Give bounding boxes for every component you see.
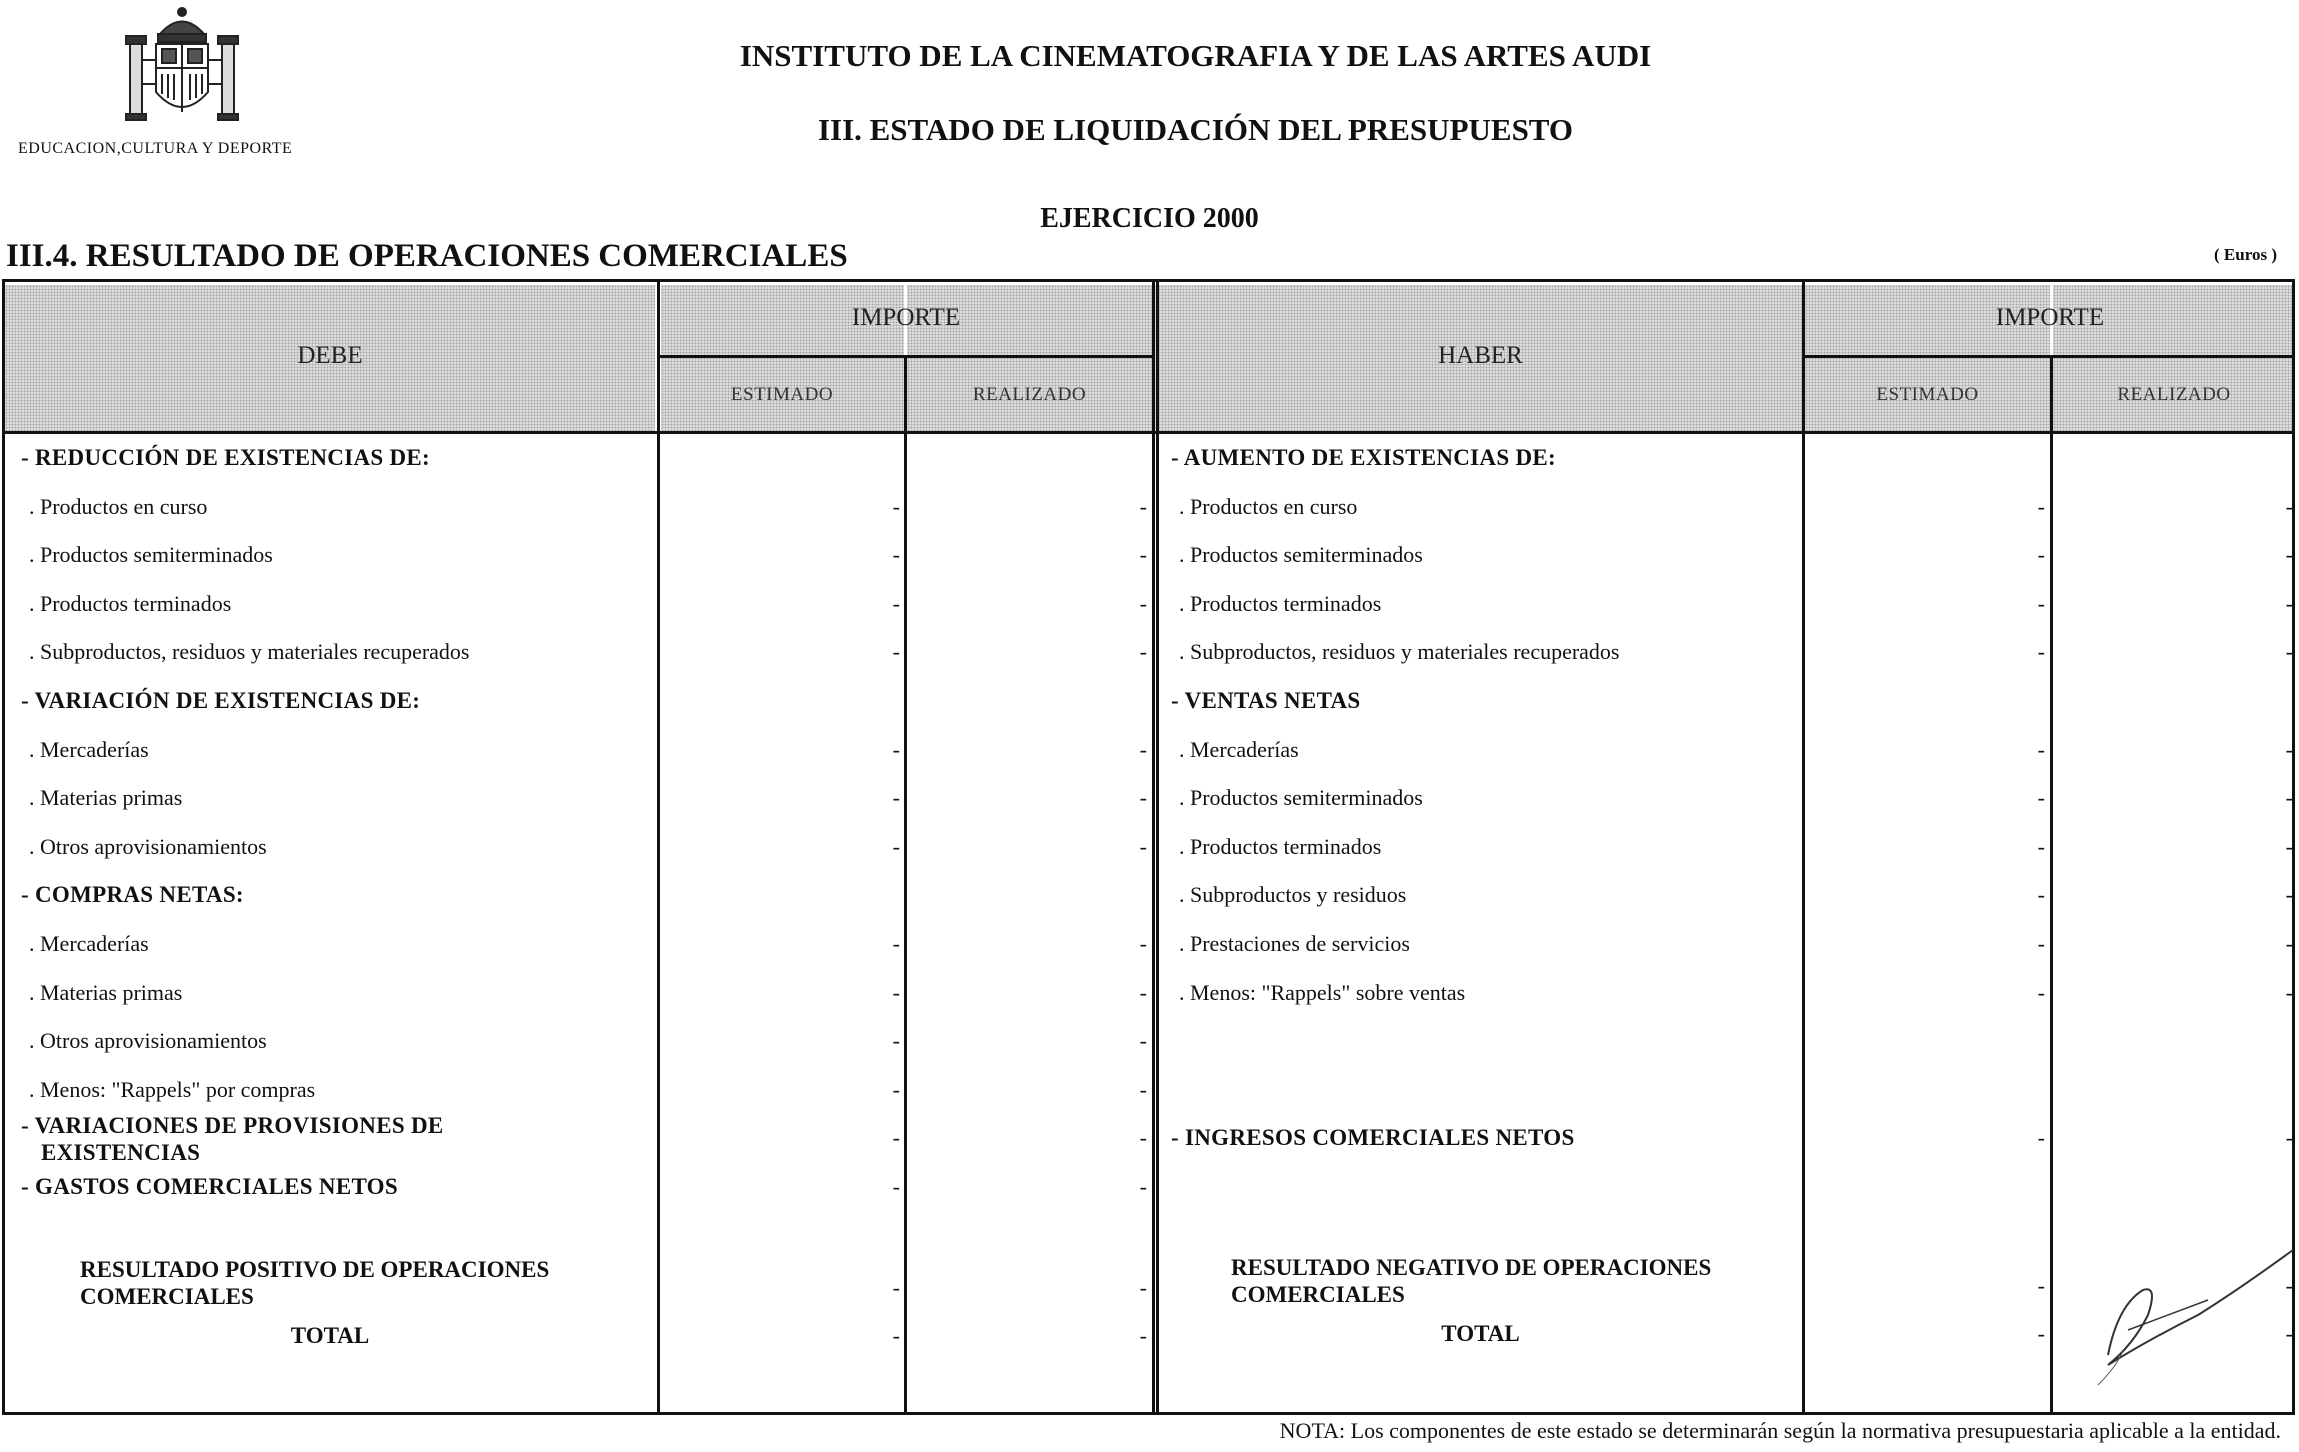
debe-total-label: TOTAL	[290, 1323, 370, 1348]
haber-row-realizado: -	[2285, 833, 2293, 859]
debe-row-estimado: -	[892, 979, 900, 1005]
debe-row-label: . Otros aprovisionamientos	[29, 833, 267, 859]
fiscal-year: EJERCICIO 2000	[1040, 203, 1259, 234]
debe-row-label: . Otros aprovisionamientos	[29, 1028, 267, 1054]
debe-row-label: - VARIACIONES DE PROVISIONES DE	[21, 1113, 444, 1139]
debe-row-realizado: -	[1139, 1076, 1147, 1102]
haber-row-estimado: -	[2037, 493, 2045, 519]
haber-row-label: . Productos terminados	[1179, 590, 1382, 616]
divider	[657, 282, 660, 1412]
haber-row-estimado: -	[2037, 736, 2045, 762]
debe-row-label-cont: EXISTENCIAS	[41, 1140, 201, 1166]
debe-row-realizado: -	[1139, 639, 1147, 665]
haber-row-label: . Productos en curso	[1179, 493, 1358, 519]
debe-row-estimado: -	[892, 833, 900, 859]
results-table	[2, 279, 2295, 1415]
haber-row-realizado: -	[2285, 931, 2293, 956]
divider	[1802, 282, 1805, 1412]
footnote: NOTA: Los componentes de este estado se determinarán según la normativa presupuestaria aplicable a la entidad.	[1279, 1418, 2281, 1443]
divider	[1152, 282, 1155, 1412]
debe-row-estimado: -	[892, 542, 900, 568]
debe-row-label: . Subproductos, residuos y materiales recuperados	[29, 639, 470, 665]
haber-row-label: . Productos terminados	[1179, 833, 1382, 859]
debe-result-line2: COMERCIALES	[80, 1284, 254, 1309]
currency-units: ( Euros )	[2214, 245, 2277, 264]
haber-estimado-header: ESTIMADO	[1876, 384, 1979, 405]
debe-row-estimado: -	[892, 736, 900, 762]
section-title: III.4. RESULTADO DE OPERACIONES COMERCIALES	[6, 238, 848, 274]
debe-row-realizado: -	[1139, 736, 1147, 762]
divider	[1156, 282, 1159, 1412]
debe-row-estimado: -	[892, 1028, 900, 1054]
haber-row-label: . Productos semiterminados	[1179, 542, 1423, 568]
debe-row-label: . Productos en curso	[29, 493, 208, 519]
debe-row-estimado: -	[892, 785, 900, 811]
debe-row-realizado: -	[1139, 493, 1147, 519]
divider	[2050, 356, 2053, 1412]
divider	[1802, 355, 2295, 358]
haber-row-label: - AUMENTO DE EXISTENCIAS DE:	[1171, 445, 1556, 470]
debe-row-estimado: -	[892, 931, 900, 956]
institute-title: INSTITUTO DE LA CINEMATOGRAFIA Y DE LAS ARTES AUDI	[739, 38, 1652, 73]
haber-result-realizado: -	[2285, 1273, 2293, 1298]
haber-result-estimado: -	[2037, 1273, 2045, 1298]
haber-row-realizado: -	[2285, 979, 2293, 1005]
debe-row-label: . Productos semiterminados	[29, 542, 273, 568]
divider	[5, 431, 2295, 434]
haber-row-label: . Prestaciones de servicios	[1179, 931, 1410, 956]
haber-row-estimado: -	[2037, 639, 2045, 665]
debe-realizado-header: REALIZADO	[972, 384, 1087, 405]
haber-realizado-header: REALIZADO	[2117, 384, 2231, 405]
haber-row-estimado: -	[2037, 785, 2045, 811]
divider	[904, 356, 907, 1412]
debe-row-realizado: -	[1139, 931, 1147, 956]
haber-row-label: . Subproductos y residuos	[1179, 882, 1407, 908]
haber-column-header: HABER	[1438, 342, 1523, 369]
haber-row-estimado: -	[2037, 833, 2045, 859]
debe-result-realizado: -	[1139, 1275, 1147, 1300]
debe-row-estimado: -	[892, 590, 900, 616]
haber-row-realizado: -	[2285, 542, 2293, 568]
haber-row-label: - INGRESOS COMERCIALES NETOS	[1171, 1125, 1575, 1151]
debe-row-realizado: -	[1139, 1125, 1147, 1151]
debe-row-label: . Menos: "Rappels" por compras	[29, 1076, 316, 1102]
debe-row-label: . Mercaderías	[29, 931, 149, 956]
debe-importe-label: IMPORTE	[851, 304, 961, 331]
haber-result-line2: COMERCIALES	[1231, 1282, 1405, 1307]
haber-row-label: . Subproductos, residuos y materiales recuperados	[1179, 639, 1620, 665]
haber-row-label: . Mercaderías	[1179, 736, 1299, 762]
haber-result-line1: RESULTADO NEGATIVO DE OPERACIONES	[1231, 1255, 1712, 1280]
debe-row-estimado: -	[892, 639, 900, 665]
haber-row-realizado: -	[2285, 590, 2293, 616]
divider	[657, 355, 1155, 358]
debe-column-header: DEBE	[297, 342, 363, 369]
debe-row-realizado: -	[1139, 590, 1147, 616]
debe-row-realizado: -	[1139, 542, 1147, 568]
haber-row-realizado: -	[2285, 736, 2293, 762]
debe-row-label: . Productos terminados	[29, 590, 232, 616]
debe-row-estimado: -	[892, 1174, 900, 1199]
debe-row-label: . Materias primas	[29, 785, 183, 811]
haber-row-realizado: -	[2285, 1125, 2293, 1151]
debe-row-estimado: -	[892, 1076, 900, 1102]
haber-row-estimado: -	[2037, 1125, 2045, 1151]
debe-row-realizado: -	[1139, 979, 1147, 1005]
debe-row-realizado: -	[1139, 1174, 1147, 1199]
haber-row-label: . Menos: "Rappels" sobre ventas	[1179, 979, 1466, 1005]
haber-row-realizado: -	[2285, 493, 2293, 519]
debe-row-realizado: -	[1139, 833, 1147, 859]
debe-row-realizado: -	[1139, 785, 1147, 811]
statement-title: III. ESTADO DE LIQUIDACIÓN DEL PRESUPUESTO	[817, 112, 1574, 147]
haber-row-label: . Productos semiterminados	[1179, 785, 1423, 811]
haber-row-realizado: -	[2285, 785, 2293, 811]
haber-total-realizado: -	[2285, 1321, 2293, 1346]
haber-row-label: - VENTAS NETAS	[1171, 688, 1361, 713]
haber-total-label: TOTAL	[1441, 1321, 1520, 1346]
debe-row-label: - COMPRAS NETAS:	[21, 882, 244, 908]
debe-estimado-header: ESTIMADO	[730, 384, 834, 405]
debe-row-label: . Materias primas	[29, 979, 183, 1005]
debe-row-label: - VARIACIÓN DE EXISTENCIAS DE:	[21, 688, 421, 713]
debe-result-line1: RESULTADO POSITIVO DE OPERACIONES	[80, 1257, 550, 1282]
haber-row-estimado: -	[2037, 979, 2045, 1005]
haber-importe-label: IMPORTE	[1995, 304, 2105, 331]
haber-total-estimado: -	[2037, 1321, 2045, 1346]
debe-row-realizado: -	[1139, 1028, 1147, 1054]
ministry-name: EDUCACION,CULTURA Y DEPORTE	[18, 140, 293, 157]
haber-row-realizado: -	[2285, 882, 2293, 908]
debe-result-estimado: -	[892, 1275, 900, 1300]
debe-total-estimado: -	[892, 1323, 900, 1348]
haber-row-estimado: -	[2037, 590, 2045, 616]
haber-row-estimado: -	[2037, 542, 2045, 568]
debe-row-label: . Mercaderías	[29, 736, 149, 762]
debe-total-realizado: -	[1139, 1323, 1147, 1348]
debe-row-estimado: -	[892, 1125, 900, 1151]
haber-row-estimado: -	[2037, 931, 2045, 956]
haber-row-estimado: -	[2037, 882, 2045, 908]
handwritten-signature	[2088, 1245, 2298, 1395]
debe-row-label: - GASTOS COMERCIALES NETOS	[21, 1174, 398, 1199]
debe-row-estimado: -	[892, 493, 900, 519]
debe-row-label: - REDUCCIÓN DE EXISTENCIAS DE:	[21, 445, 431, 470]
haber-row-realizado: -	[2285, 639, 2293, 665]
